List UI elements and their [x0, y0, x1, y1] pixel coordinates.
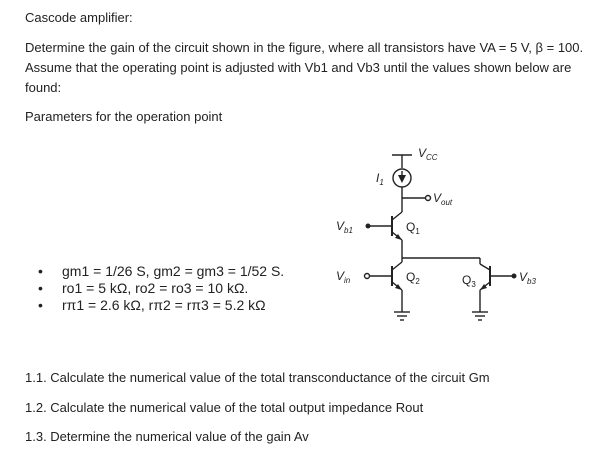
vout-label: $V_{out}$ [433, 191, 453, 207]
vb3-node-dot [512, 274, 517, 279]
vb1-label: $V_{b1}$ [336, 219, 353, 235]
q1-collector [392, 212, 402, 220]
vb1-node-dot [366, 224, 371, 229]
arrow-down-icon [398, 175, 406, 183]
q2-label: $Q_2$ [406, 270, 420, 286]
question-1-2: 1.2. Calculate the numerical value of the total output impedance Rout [25, 400, 424, 415]
q3-label: $Q_3$ [462, 273, 476, 289]
parameters-title: Parameters for the operation point [25, 109, 223, 124]
vin-label: $V_{in}$ [336, 269, 351, 285]
cascode-circuit-diagram [330, 140, 590, 340]
parameters-list [38, 263, 284, 314]
problem-statement: Determine the gain of the circuit shown in the figure, where all transistors have VA = 5 V, β = 100. Assume that the operating point is adjusted with Vb1 and Vb3 until the values shown below are found: [25, 40, 584, 95]
heading: Cascode amplifier: [25, 10, 133, 25]
question-1-3: 1.3. Determine the numerical value of the gain Av [25, 429, 309, 444]
vout-terminal [426, 196, 431, 201]
vcc-label: $V_{CC}$ [418, 146, 438, 162]
q2-collector [392, 262, 402, 270]
vb3-label: $V_{b3}$ [519, 270, 536, 286]
parameter-rpi: • rπ1 = 2.6 kΩ, rπ2 = rπ3 = 5.2 kΩ [38, 297, 284, 314]
parameter-gm: • gm1 = 1/26 S, gm2 = gm3 = 1/52 S. [38, 263, 284, 280]
q3-collector [480, 264, 490, 270]
parameter-ro: • ro1 = 5 kΩ, ro2 = ro3 = 10 kΩ. [38, 280, 284, 297]
vin-terminal [365, 274, 370, 279]
i1-label: $I_1$ [376, 171, 384, 187]
question-1-1: 1.1. Calculate the numerical value of the total transconductance of the circuit Gm [25, 370, 490, 385]
q1-label: $Q_1$ [406, 220, 420, 236]
